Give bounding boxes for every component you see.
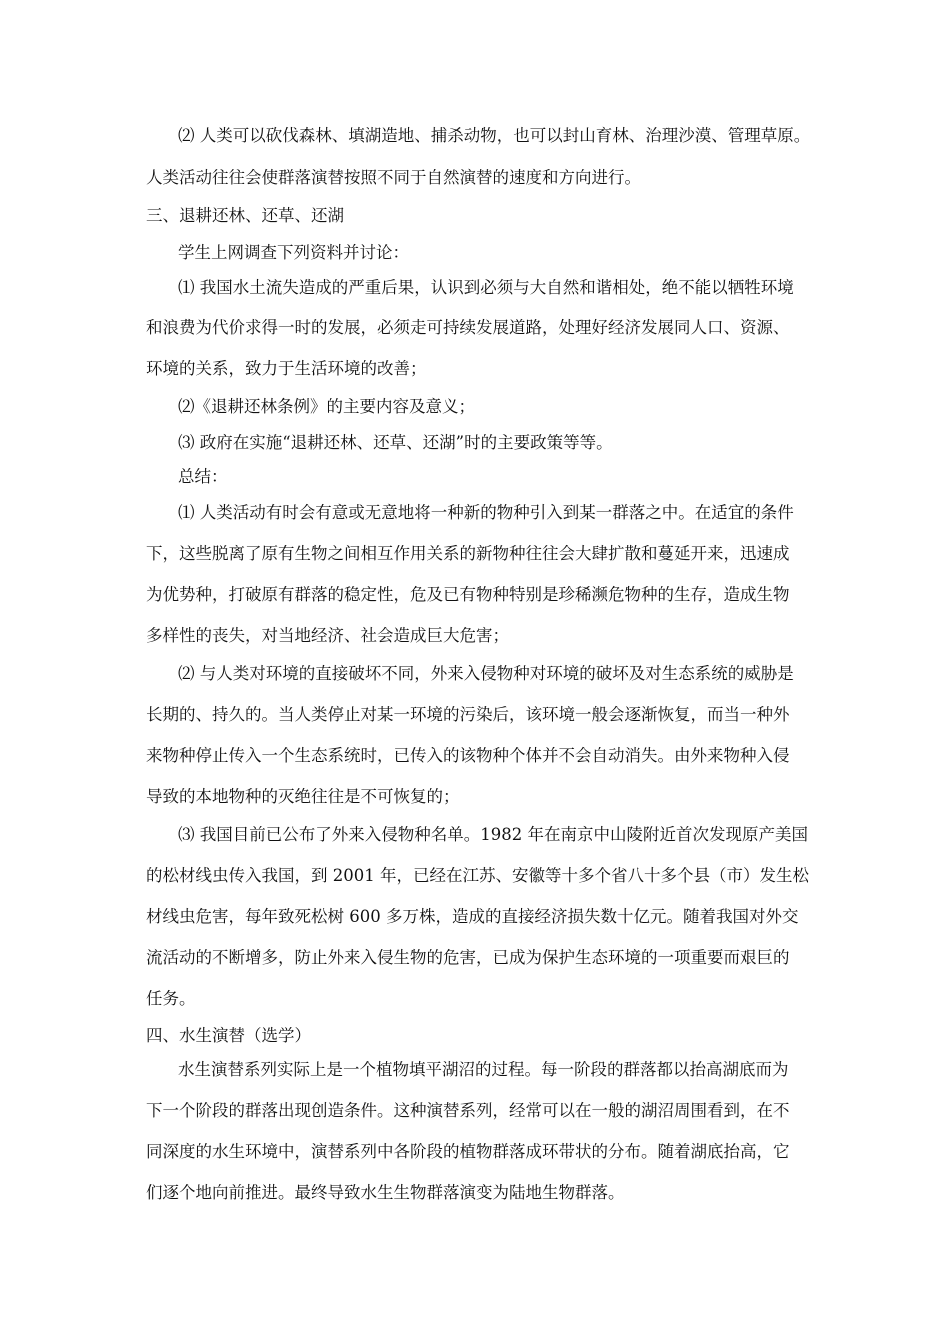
item-1-line-3: 环境的关系，致力于生活环境的改善； <box>146 359 427 378</box>
human-activity-line-2: 人类活动往往会使群落演替按照不同于自然演替的速度和方向进行。 <box>146 168 641 187</box>
section-4-heading: 四、水生演替（选学） <box>146 1026 311 1045</box>
summary-2-line-1: ⑵ 与人类对环境的直接破坏不同，外来入侵物种对环境的破坏及对生态系统的威胁是 <box>178 664 794 683</box>
summary-2-line-3: 来物种停止传入一个生态系统时，已传入的该物种个体并不会自动消失。由外来物种入侵 <box>146 746 790 765</box>
item-3: ⑶ 政府在实施“退耕还林、还草、还湖”时的主要政策等等。 <box>178 433 613 452</box>
summary-1-line-3: 为优势种，打破原有群落的稳定性，危及已有物种特别是珍稀濒危物种的生存，造成生物 <box>146 585 790 604</box>
summary-3-line-3: 材线虫危害，每年致死松树 600 多万株，造成的直接经济损失数十亿元。随着我国对外交 <box>146 907 799 926</box>
item-2: ⑵《退耕还林条例》的主要内容及意义； <box>178 397 475 416</box>
section-4-line-2: 下一个阶段的群落出现创造条件。这种演替系列，经常可以在一般的湖沼周围看到，在不 <box>146 1101 790 1120</box>
item-1-line-2: 和浪费为代价求得一时的发展，必须走可持续发展道路，处理好经济发展同人口、资源、 <box>146 318 790 337</box>
item-1-line-1: ⑴ 我国水土流失造成的严重后果，认识到必须与大自然和谐相处，绝不能以牺牲环境 <box>178 278 794 297</box>
summary-3-line-4: 流活动的不断增多，防止外来入侵生物的危害，已成为保护生态环境的一项重要而艰巨的 <box>146 948 790 967</box>
human-activity-line-1: ⑵ 人类可以砍伐森林、填湖造地、捕杀动物，也可以封山育林、治理沙漠、管理草原。 <box>178 126 811 145</box>
section-4-line-3: 同深度的水生环境中，演替系列中各阶段的植物群落成环带状的分布。随着湖底抬高，它 <box>146 1142 790 1161</box>
section-3-intro: 学生上网调查下列资料并讨论： <box>178 243 409 262</box>
summary-3-line-5: 任务。 <box>146 989 196 1008</box>
summary-1-line-1: ⑴ 人类活动有时会有意或无意地将一种新的物种引入到某一群落之中。在适宜的条件 <box>178 503 794 522</box>
summary-2-line-2: 长期的、持久的。当人类停止对某一环境的污染后，该环境一般会逐渐恢复，而当一种外 <box>146 705 790 724</box>
section-3-heading: 三、退耕还林、还草、还湖 <box>146 206 344 225</box>
summary-3-line-2: 的松材线虫传入我国，到 2001 年，已经在江苏、安徽等十多个省八十多个县（市）发生松 <box>146 866 809 885</box>
section-4-line-1: 水生演替系列实际上是一个植物填平湖沼的过程。每一阶段的群落都以抬高湖底而为 <box>178 1060 789 1079</box>
section-4-line-4: 们逐个地向前推进。最终导致水生生物群落演变为陆地生物群落。 <box>146 1183 625 1202</box>
summary-3-line-1: ⑶ 我国目前已公布了外来入侵物种名单。1982 年在南京中山陵附近首次发现原产美国 <box>178 825 808 844</box>
summary-label: 总结： <box>178 467 228 486</box>
summary-1-line-4: 多样性的丧失，对当地经济、社会造成巨大危害； <box>146 626 509 645</box>
summary-1-line-2: 下，这些脱离了原有生物之间相互作用关系的新物种往往会大肆扩散和蔓延开来，迅速成 <box>146 544 790 563</box>
summary-2-line-4: 导致的本地物种的灭绝往往是不可恢复的； <box>146 787 460 806</box>
